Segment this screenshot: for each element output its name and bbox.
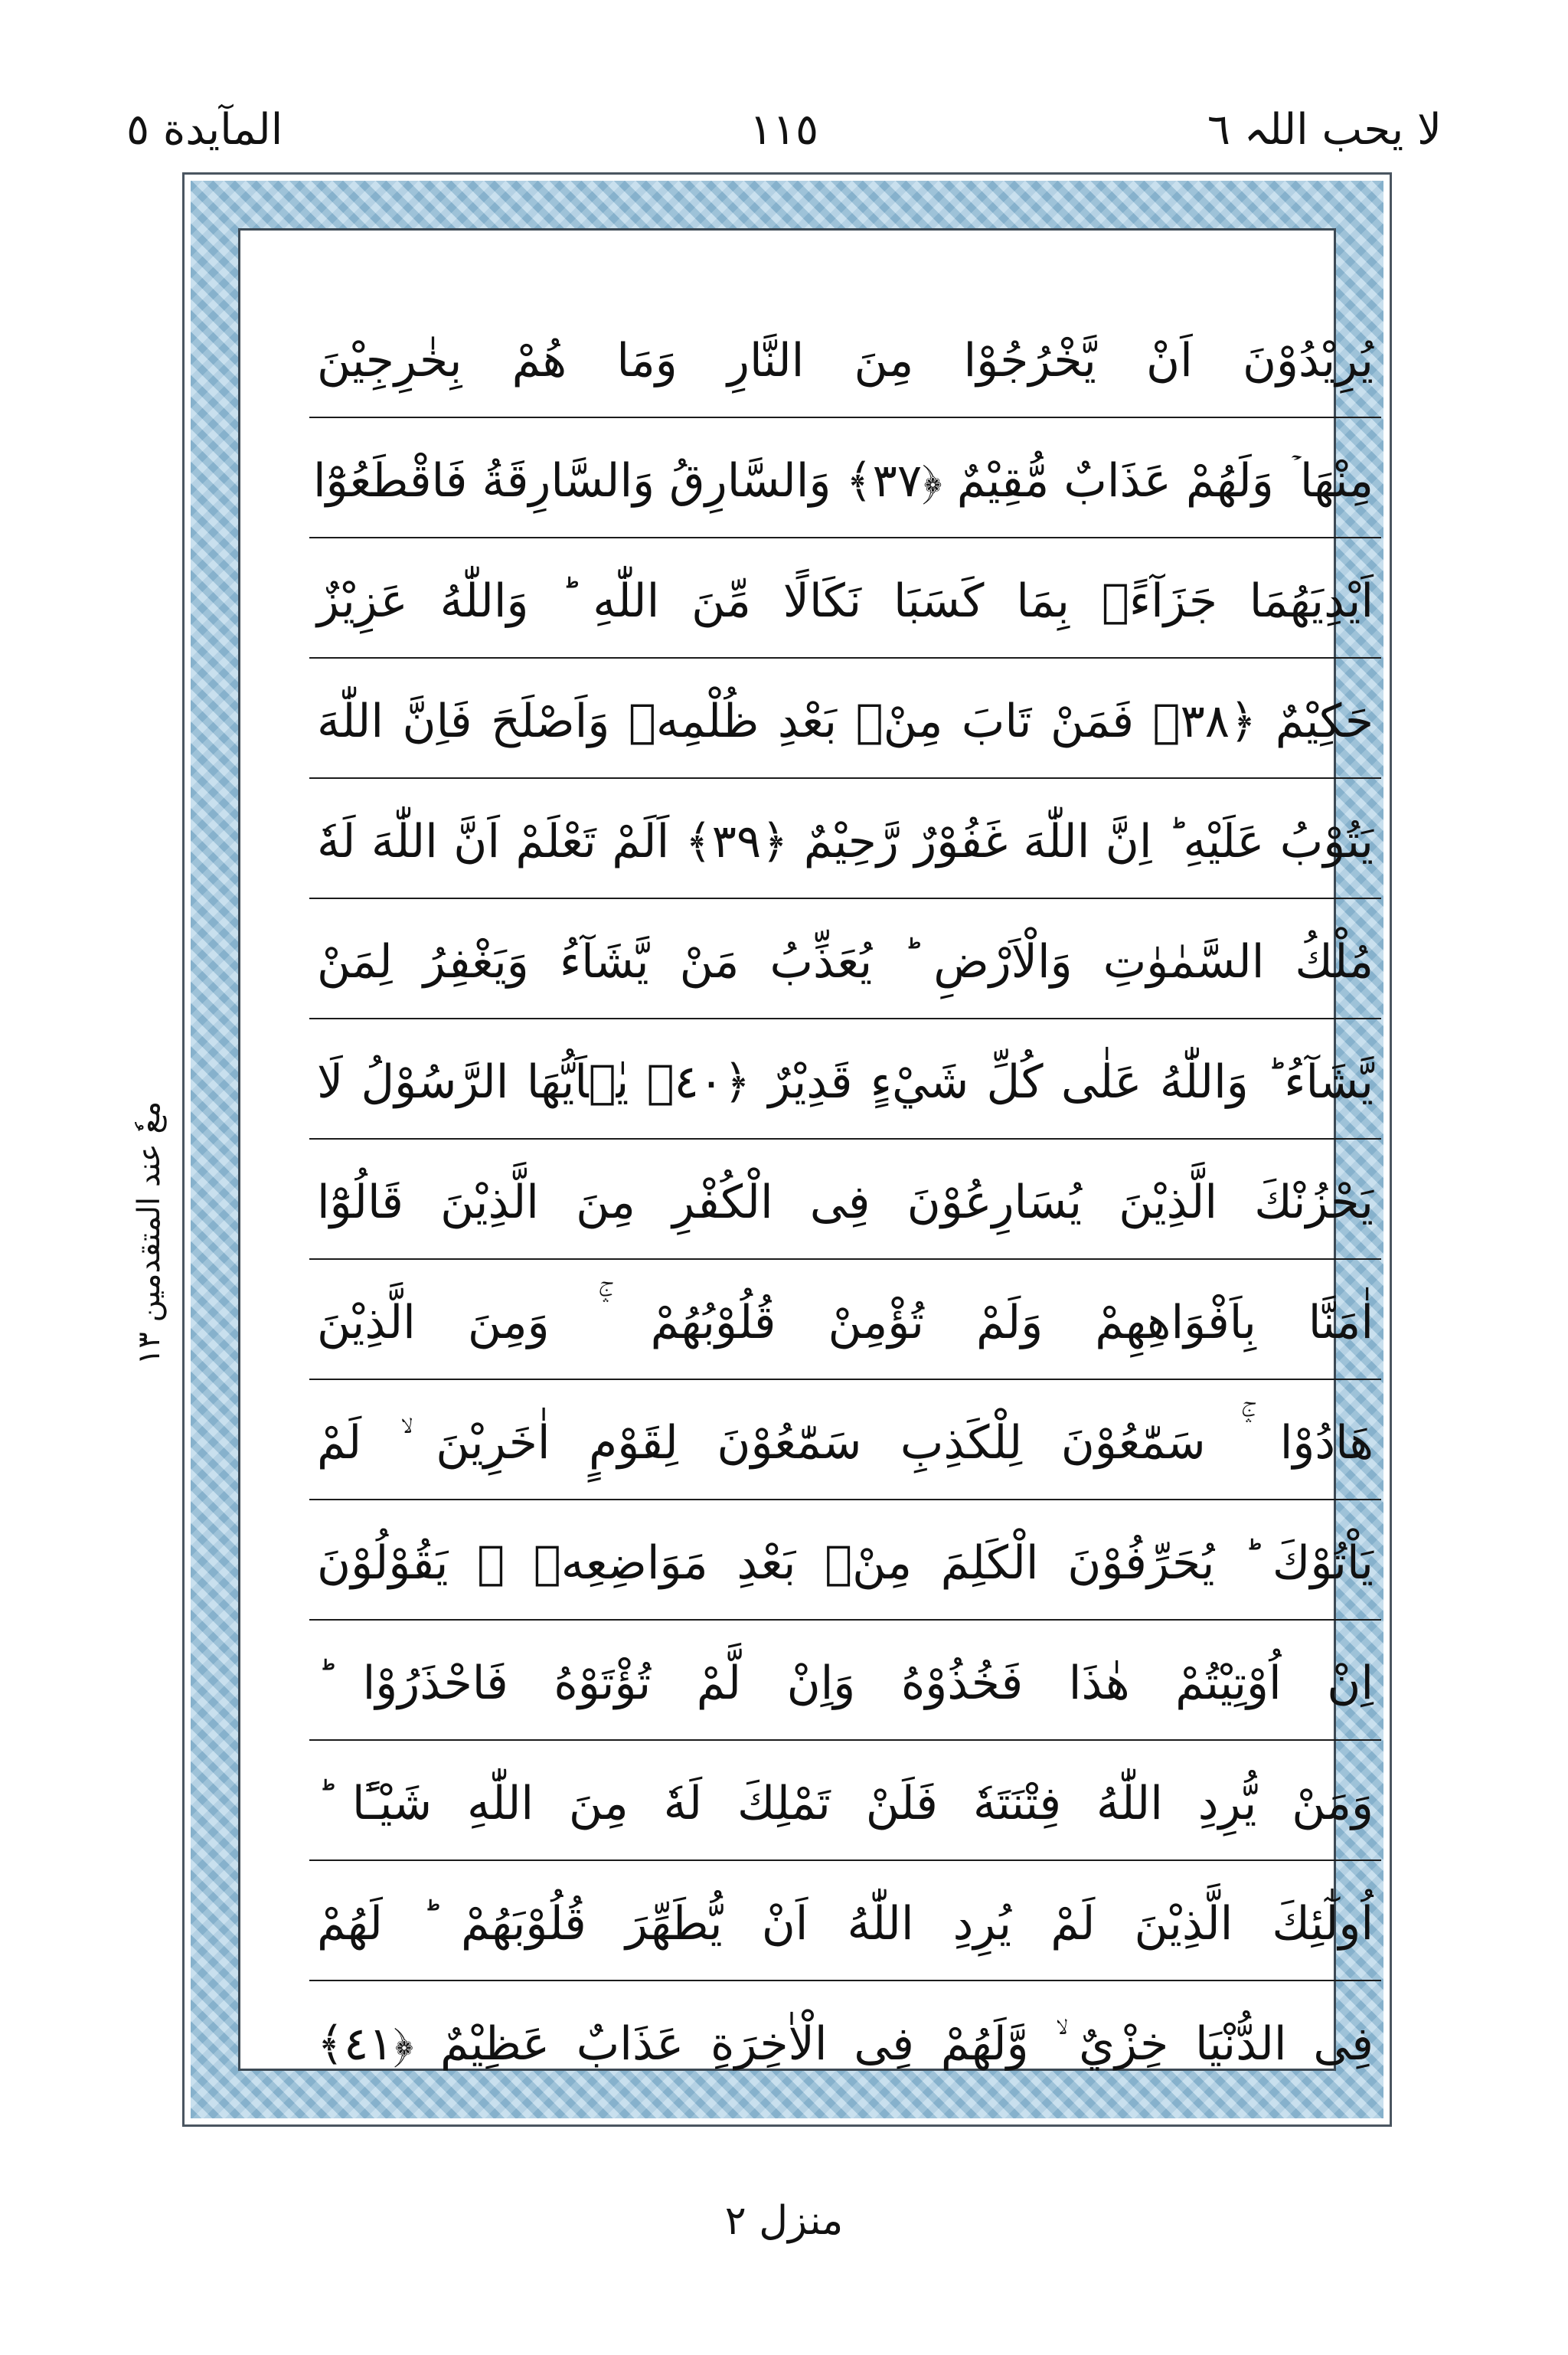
verse-line-9: اٰمَنَّا بِاَفْوَاهِهِمْ وَلَمْ تُؤْمِنْ قُلُوْبُهُمْ ۛۚ وَمِنَ الَّذِيْنَ [309,1265,1381,1380]
verse-line-4: حَكِيْمٌ ﴿٣٨﴾ فَمَنْ تَابَ مِنْۢ بَعْدِ ظُلْمِهٖ وَاَصْلَحَ فَاِنَّ اللّٰهَ [309,664,1381,779]
verse-line-15: فِى الدُّنْيَا خِزْيٌ ۙ وَّلَهُمْ فِى الْاٰخِرَةِ عَذَابٌ عَظِيْمٌ ﴿٤١﴾ [317,2017,1374,2071]
verse-line-5: يَتُوْبُ عَلَيْهِ ؕ اِنَّ اللّٰهَ غَفُوْرٌ رَّحِيْمٌ ﴿٣٩﴾ اَلَمْ تَعْلَمْ اَنَّ اللّٰهَ لَهٗ [309,784,1381,899]
verse-line-7: يَّشَآءُ ؕ وَاللّٰهُ عَلٰى كُلِّ شَيْءٍ قَدِيْرٌ ﴿٤٠﴾ يٰۤاَيُّهَا الرَّسُوْلُ لَا [309,1025,1381,1140]
juz-name: لا یحب اللہ ٦ [1207,105,1442,155]
verse-line-3: اَيْدِيَهُمَا جَزَآءًۢ بِمَا كَسَبَا نَكَالًا مِّنَ اللّٰهِ ؕ وَاللّٰهُ عَزِيْزٌ [309,544,1381,659]
verse-line-13: وَمَنْ يُّرِدِ اللّٰهُ فِتْنَتَهٗ فَلَنْ تَمْلِكَ لَهٗ مِنَ اللّٰهِ شَيْـًٔا ؕ [309,1746,1381,1861]
surah-name: المآیدة ٥ [126,105,283,155]
verse-line-2: مِنْهَا ۡ وَلَهُمْ عَذَابٌ مُّقِيْمٌ ﴿٣٧﴾ وَالسَّارِقُ وَالسَّارِقَةُ فَاقْطَعُوْٓا [309,424,1381,538]
verse-line-1: يُرِيْدُوْنَ اَنْ يَّخْرُجُوْا مِنَ النَّارِ وَمَا هُمْ بِخٰرِجِيْنَ [309,303,1381,418]
page-number: ١١٥ [749,105,819,155]
verse-line-8: يَحْزُنْكَ الَّذِيْنَ يُسَارِعُوْنَ فِى الْكُفْرِ مِنَ الَّذِيْنَ قَالُوْٓا [309,1145,1381,1260]
verse-line-10: هَادُوْا ۛۚ سَمّٰعُوْنَ لِلْكَذِبِ سَمّٰعُوْنَ لِقَوْمٍ اٰخَرِيْنَ ۙ لَمْ [309,1385,1381,1500]
text-panel [238,228,1374,2071]
verse-line-11: يَاْتُوْكَ ؕ يُحَرِّفُوْنَ الْكَلِمَ مِنْۢ بَعْدِ مَوَاضِعِهٖ ۚ يَقُوْلُوْنَ [309,1506,1381,1621]
page-header [0,92,1568,176]
manzil-label: منزل ٢ [724,2198,844,2244]
verse-text-area [309,303,1381,2111]
verse-line-14: اُولٰٓئِكَ الَّذِيْنَ لَمْ يُرِدِ اللّٰهُ اَنْ يُّطَهِّرَ قُلُوْبَهُمْ ؕ لَهُمْ [309,1866,1381,1981]
verse-line-12: اِنْ اُوْتِيْتُمْ هٰذَا فَخُذُوْهُ وَاِنْ لَّمْ تُؤْتَوْهُ فَاحْذَرُوْا ؕ [309,1626,1381,1741]
margin-note: معٗ عند المتقدمین ١٣ [132,1101,167,1366]
decorative-border-frame [182,172,1392,2127]
verse-line-6: مُلْكُ السَّمٰوٰتِ وَالْاَرْضِ ؕ يُعَذِّبُ مَنْ يَّشَآءُ وَيَغْفِرُ لِمَنْ [309,904,1381,1019]
